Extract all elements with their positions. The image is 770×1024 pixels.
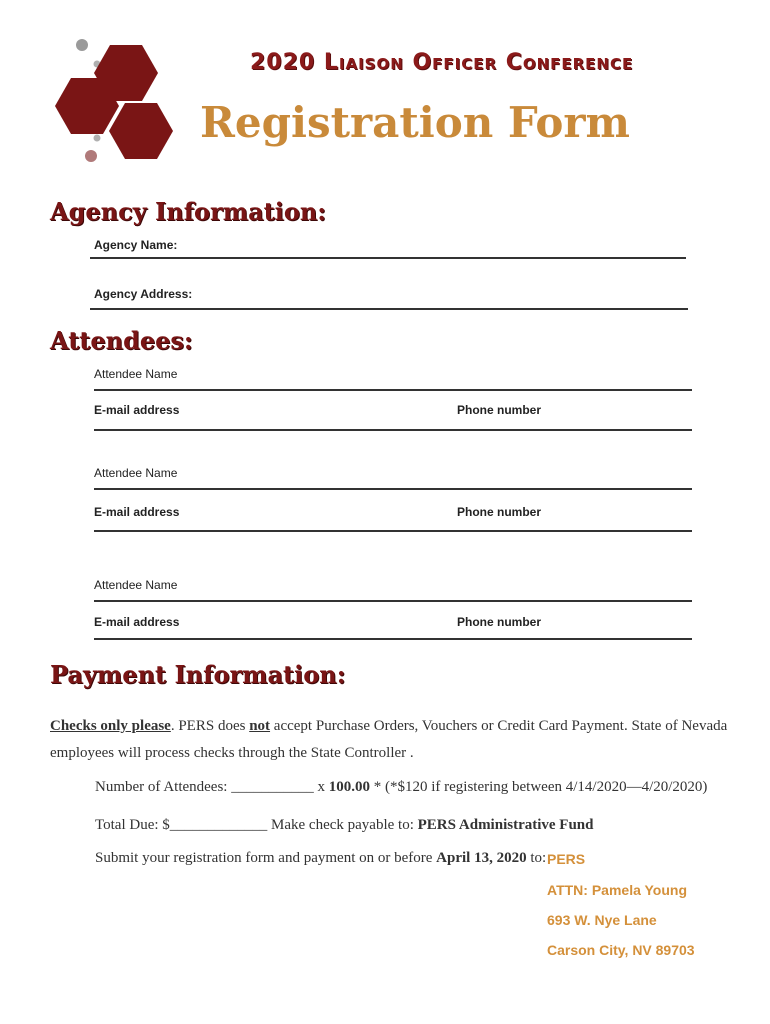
total-due-label: Total Due: $_____________ Make check payable to: <box>95 817 418 833</box>
agency-section-heading: Agency Information: <box>50 197 327 226</box>
attendee-contact-field[interactable] <box>94 530 692 532</box>
address-city: Carson City, NV 89703 <box>547 942 695 958</box>
attendee-phone-label: Phone number <box>457 615 542 629</box>
submit-to: to: <box>526 850 547 866</box>
address-attn: ATTN: Pamela Young <box>547 882 688 898</box>
not-emphasis: not <box>249 718 271 734</box>
attendee-email-label: E-mail address <box>94 505 180 519</box>
attendees-section-heading: Attendees: <box>50 326 193 355</box>
payment-section-heading: Payment Information: <box>50 660 346 689</box>
attendee-name-field[interactable] <box>94 600 692 602</box>
payment-policy-paragraph <box>50 713 730 767</box>
logo-dot <box>94 135 101 142</box>
attendee-contact-field[interactable] <box>94 638 692 640</box>
conference-title: 2020 Liaison Officer Conference <box>250 50 634 75</box>
conference-logo <box>55 35 175 170</box>
agency-name-field[interactable] <box>90 257 686 259</box>
late-price-note: * (*$120 if registering between 4/14/2020—4/20/2020) <box>369 779 708 795</box>
attendee-name-label: Attendee Name <box>94 367 178 381</box>
attendee-email-label: E-mail address <box>94 403 180 417</box>
attendee-contact-field[interactable] <box>94 429 692 431</box>
attendee-name-label: Attendee Name <box>94 578 178 592</box>
logo-hexagon <box>109 103 173 159</box>
agency-address-label: Agency Address: <box>94 287 193 301</box>
address-street: 693 W. Nye Lane <box>547 912 657 928</box>
address-org: PERS <box>547 851 586 867</box>
attendee-count-label: Number of Attendees: ___________ x <box>95 779 329 795</box>
logo-dot <box>76 39 88 51</box>
attendee-email-label: E-mail address <box>94 615 180 629</box>
agency-address-field[interactable] <box>90 308 688 310</box>
policy-text: . PERS does <box>170 718 250 734</box>
form-title: Registration Form <box>200 98 630 147</box>
agency-name-label: Agency Name: <box>94 238 178 252</box>
submit-label: Submit your registration form and payment on or before <box>95 850 437 866</box>
attendee-name-label: Attendee Name <box>94 466 178 480</box>
attendee-phone-label: Phone number <box>457 403 542 417</box>
price-value: 100.00 <box>328 779 370 795</box>
payee-name: PERS Administrative Fund <box>417 817 594 833</box>
attendee-phone-label: Phone number <box>457 505 542 519</box>
checks-only-text: Checks only please <box>50 718 171 734</box>
deadline-date: April 13, 2020 <box>436 850 527 866</box>
policy-text: accept Purchase Orders, Vouchers or Credit Card Payment. State of Nevada employees will process checks through the State Controller . <box>50 718 728 761</box>
total-due-line <box>95 817 594 834</box>
logo-dot <box>85 150 97 162</box>
submit-line <box>95 850 546 867</box>
attendee-name-field[interactable] <box>94 389 692 391</box>
attendee-count-line <box>95 779 707 796</box>
attendee-name-field[interactable] <box>94 488 692 490</box>
